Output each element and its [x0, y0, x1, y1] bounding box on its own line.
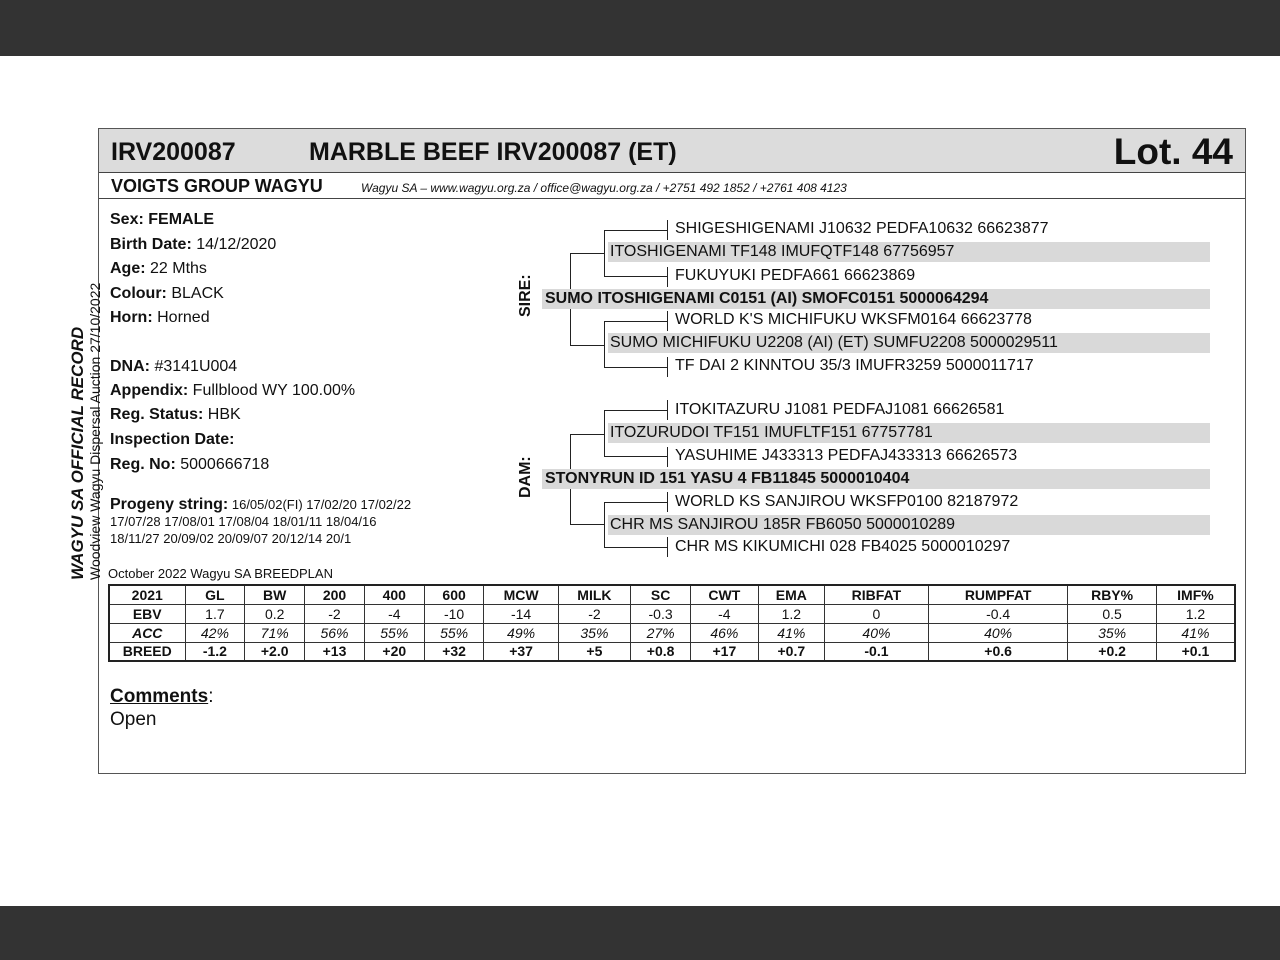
pedigree-line: [604, 367, 668, 368]
pedigree-line: [604, 230, 605, 277]
table-cell: -14: [484, 604, 558, 623]
table-cell: +0.1: [1156, 642, 1235, 661]
side-record-label: [68, 282, 103, 580]
reg-status-row: Reg. Status: HBK: [110, 406, 241, 423]
table-cell: 41%: [1156, 623, 1235, 642]
pedigree-sire-dam-sire: WORLD K'S MICHIFUKU WKSFM0164 66623778: [675, 311, 1032, 328]
age-value: 22 Mths: [150, 260, 207, 277]
table-cell: 0.5: [1068, 604, 1157, 623]
pedigree-line: [570, 524, 604, 525]
sex-row: Sex: FEMALE: [110, 211, 215, 228]
table-cell: IMF%: [1156, 585, 1235, 604]
appendix-value: Fullblood WY 100.00%: [192, 382, 356, 399]
pedigree-line: [667, 537, 668, 557]
pedigree-line: [604, 547, 668, 548]
table-cell: -0.4: [928, 604, 1067, 623]
comments-heading: Comments:: [110, 686, 214, 707]
appendix-row: Appendix: Fullblood WY 100.00%: [110, 382, 356, 399]
pedigree-line: [667, 220, 668, 240]
progeny-label: Progeny string:: [110, 496, 229, 513]
pedigree-line: [667, 492, 668, 512]
breeder-name: VOIGTS GROUP WAGYU: [111, 176, 323, 196]
colour-row: Colour: BLACK: [110, 285, 224, 302]
pedigree-line: [604, 230, 668, 231]
table-cell: +0.6: [928, 642, 1067, 661]
birth-date-value: 14/12/2020: [196, 236, 277, 253]
table-cell: +20: [364, 642, 424, 661]
table-cell: 1.2: [1156, 604, 1235, 623]
pedigree-dam-sire: ITOZURUDOI TF151 IMUFLTF151 67757781: [608, 423, 1210, 443]
breedplan-title: October 2022 Wagyu SA BREEDPLAN: [108, 566, 333, 581]
official-record-text: WAGYU SA OFFICIAL RECORD: [68, 326, 87, 580]
dam-label: DAM:: [517, 456, 534, 498]
reg-status-value: HBK: [207, 406, 241, 423]
pedigree-dam-dam-dam: CHR MS KIKUMICHI 028 FB4025 5000010297: [675, 538, 1011, 555]
table-cell: 0.2: [245, 604, 305, 623]
pedigree-line: [604, 321, 605, 368]
pedigree-dam-dam-sire: WORLD KS SANJIROU WKSFP0100 82187972: [675, 493, 1019, 510]
table-row: [109, 642, 1235, 661]
table-cell: 0: [824, 604, 928, 623]
bottom-bar: [0, 906, 1280, 960]
pedigree-line: [667, 311, 668, 331]
pedigree-dam: STONYRUN ID 151 YASU 4 FB11845 5000010404: [542, 469, 1210, 489]
table-cell: +0.2: [1068, 642, 1157, 661]
table-cell: CWT: [690, 585, 758, 604]
horn-value: Horned: [157, 309, 210, 326]
pedigree-sire-dam: SUMO MICHIFUKU U2208 (AI) (ET) SUMFU2208 5000029511: [608, 333, 1210, 353]
sire-label: SIRE:: [517, 274, 534, 317]
pedigree-line: [667, 447, 668, 467]
pedigree-line: [604, 276, 668, 277]
table-cell: -4: [690, 604, 758, 623]
table-cell: 40%: [928, 623, 1067, 642]
inspection-date-row: Inspection Date:: [110, 431, 235, 448]
pedigree-line: [604, 502, 605, 548]
lot-number: Lot. 44: [1113, 131, 1233, 172]
table-cell: SC: [631, 585, 691, 604]
pedigree-dam-dam: CHR MS SANJIROU 185R FB6050 5000010289: [608, 515, 1210, 535]
pedigree-dam-sire-dam: YASUHIME J433313 PEDFAJ433313 66626573: [675, 447, 1018, 464]
table-cell: EMA: [758, 585, 824, 604]
pedigree-line: [667, 267, 668, 287]
table-cell: +0.7: [758, 642, 824, 661]
pedigree-sire-sire-sire: SHIGESHIGENAMI J10632 PEDFA10632 66623877: [675, 220, 1049, 237]
table-cell: +5: [558, 642, 631, 661]
breeder-bar: [99, 173, 1245, 199]
table-cell: RUMPFAT: [928, 585, 1067, 604]
pedigree-sire-sire-dam: FUKUYUKI PEDFA661 66623869: [675, 267, 916, 284]
table-cell: 35%: [1068, 623, 1157, 642]
table-cell: -2: [558, 604, 631, 623]
comments-value: Open: [110, 709, 157, 730]
table-cell: 40%: [824, 623, 928, 642]
pedigree-dam-sire-sire: ITOKITAZURU J1081 PEDFAJ1081 66626581: [675, 401, 1005, 418]
table-cell: +0.8: [631, 642, 691, 661]
table-cell: RBY%: [1068, 585, 1157, 604]
table-cell: -1.2: [185, 642, 245, 661]
table-header-row: [109, 585, 1235, 604]
pedigree-line: [667, 357, 668, 377]
animal-record-card: [98, 128, 1246, 774]
table-row: [109, 623, 1235, 642]
table-cell: 56%: [305, 623, 365, 642]
table-cell: +17: [690, 642, 758, 661]
table-cell: +32: [424, 642, 484, 661]
table-cell: 41%: [758, 623, 824, 642]
table-cell: 55%: [424, 623, 484, 642]
reg-no-value: 5000666718: [180, 456, 270, 473]
table-cell: -10: [424, 604, 484, 623]
top-bar: [0, 0, 1280, 56]
table-cell: 27%: [631, 623, 691, 642]
pedigree-sire-sire: ITOSHIGENAMI TF148 IMUFQTF148 67756957: [608, 242, 1210, 262]
pedigree-line: [667, 400, 668, 420]
pedigree-line: [604, 410, 668, 411]
table-cell: ACC: [109, 623, 185, 642]
pedigree-sire-dam-dam: TF DAI 2 KINNTOU 35/3 IMUFR3259 5000011717: [675, 357, 1034, 374]
table-cell: +37: [484, 642, 558, 661]
table-cell: RIBFAT: [824, 585, 928, 604]
table-cell: 49%: [484, 623, 558, 642]
pedigree-line: [604, 321, 668, 322]
table-cell: 35%: [558, 623, 631, 642]
table-cell: 400: [364, 585, 424, 604]
breedplan-table: [108, 584, 1236, 662]
table-cell: +2.0: [245, 642, 305, 661]
table-cell: 2021: [109, 585, 185, 604]
pedigree-line: [570, 434, 604, 435]
age-row: Age: 22 Mths: [110, 260, 207, 277]
table-cell: 1.7: [185, 604, 245, 623]
pedigree-sire: SUMO ITOSHIGENAMI C0151 (AI) SMOFC0151 5000064294: [542, 289, 1210, 309]
colour-value: BLACK: [171, 285, 224, 302]
table-cell: BREED: [109, 642, 185, 661]
table-cell: 1.2: [758, 604, 824, 623]
auction-text: Woodview Wagyu Dispersal Auction 27/10/2022: [87, 282, 103, 580]
table-cell: MCW: [484, 585, 558, 604]
table-cell: 42%: [185, 623, 245, 642]
table-cell: BW: [245, 585, 305, 604]
table-cell: 71%: [245, 623, 305, 642]
record-header: [99, 129, 1245, 173]
table-cell: 600: [424, 585, 484, 604]
progeny-string: Progeny string: 16/05/02(FI) 17/02/20 17/02/22 17/07/28 17/08/01 17/08/04 18/01/11 18/04/16 18/11/27 20/09/02 20/09/07 20/12/14 20/1: [110, 496, 412, 546]
table-cell: -2: [305, 604, 365, 623]
horn-row: Horn: Horned: [110, 309, 210, 326]
table-cell: -4: [364, 604, 424, 623]
pedigree-line: [604, 410, 605, 457]
sex-value: FEMALE: [148, 211, 215, 228]
dna-value: #3141U004: [154, 358, 238, 375]
dna-row: DNA: #3141U004: [110, 358, 238, 375]
contact-info: Wagyu SA – www.wagyu.org.za / office@wagyu.org.za / +2751 492 1852 / +2761 408 4123: [361, 181, 847, 195]
table-cell: MILK: [558, 585, 631, 604]
table-cell: 55%: [364, 623, 424, 642]
pedigree-line: [570, 253, 604, 254]
table-row: [109, 604, 1235, 623]
table-cell: GL: [185, 585, 245, 604]
pedigree-line: [570, 345, 604, 346]
pedigree-line: [604, 456, 668, 457]
table-cell: 46%: [690, 623, 758, 642]
birth-date-row: Birth Date: 14/12/2020: [110, 236, 277, 253]
pedigree-line: [604, 502, 668, 503]
table-cell: EBV: [109, 604, 185, 623]
animal-name: MARBLE BEEF IRV200087 (ET): [309, 138, 677, 166]
table-cell: -0.1: [824, 642, 928, 661]
table-cell: +13: [305, 642, 365, 661]
reg-no-row: Reg. No: 5000666718: [110, 456, 270, 473]
table-cell: 200: [305, 585, 365, 604]
table-cell: -0.3: [631, 604, 691, 623]
animal-id: IRV200087: [111, 138, 236, 166]
